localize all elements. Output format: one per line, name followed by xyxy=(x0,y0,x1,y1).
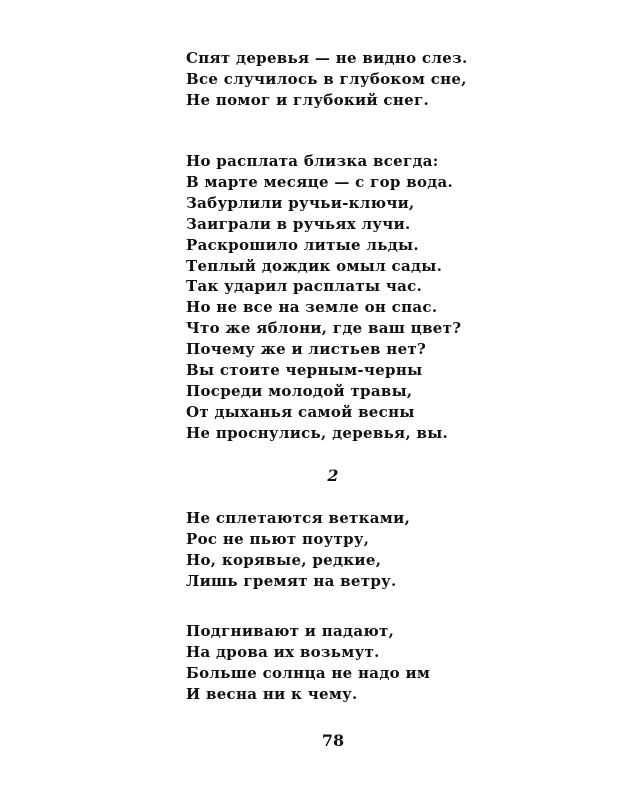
poem-line: Так ударил расплаты час. xyxy=(186,277,423,296)
poem-line: На дрова их возьмут. xyxy=(186,642,380,661)
poem-line: Не помог и глубокий снег. xyxy=(186,90,429,109)
poem-line: В марте месяце — с гор вода. xyxy=(186,172,454,191)
stanza-1 xyxy=(186,48,467,111)
poem-line: Но расплата близка всегда: xyxy=(186,152,439,170)
poem-line: Рос не пьют поутру, xyxy=(186,529,370,548)
section-number: 2 xyxy=(327,466,339,485)
page-number: 78 xyxy=(321,731,345,750)
poem-line: Не проснулись, деревья, вы. xyxy=(186,423,449,442)
poem-line: Но, корявые, редкие, xyxy=(186,550,382,569)
poem-line: Подгнивают и падают, xyxy=(186,622,395,640)
stanza-2 xyxy=(186,151,461,444)
poem-line: Не сплетаются ветками, xyxy=(186,509,411,527)
poem-line: Что же яблони, где ваш цвет? xyxy=(186,319,462,338)
poem-line: Забурлили ручьи-ключи, xyxy=(186,193,415,212)
poem-line: Почему же и листьев нет? xyxy=(186,340,427,359)
poem-line: Все случилось в глубоком сне, xyxy=(186,69,467,88)
poem-line: Теплый дождик омыл сады. xyxy=(186,256,443,275)
poem-line: Но не все на земле он спас. xyxy=(186,298,438,317)
poem-line: Раскрошило литые льды. xyxy=(186,235,419,254)
poem-line: Спят деревья — не видно слез. xyxy=(186,49,468,67)
poem-line: И весна ни к чему. xyxy=(186,684,358,703)
poem-line: Посреди молодой травы, xyxy=(186,381,413,400)
poem-line: Вы стоите черным-черны xyxy=(186,361,423,380)
stanza-4 xyxy=(186,621,430,705)
poem-line: Лишь гремят на ветру. xyxy=(186,571,397,590)
poem-line: Больше солнца не надо им xyxy=(186,663,431,682)
poem-line: От дыханья самой весны xyxy=(186,402,415,421)
poem-line: Заиграли в ручьях лучи. xyxy=(186,214,411,233)
stanza-3 xyxy=(186,508,410,592)
